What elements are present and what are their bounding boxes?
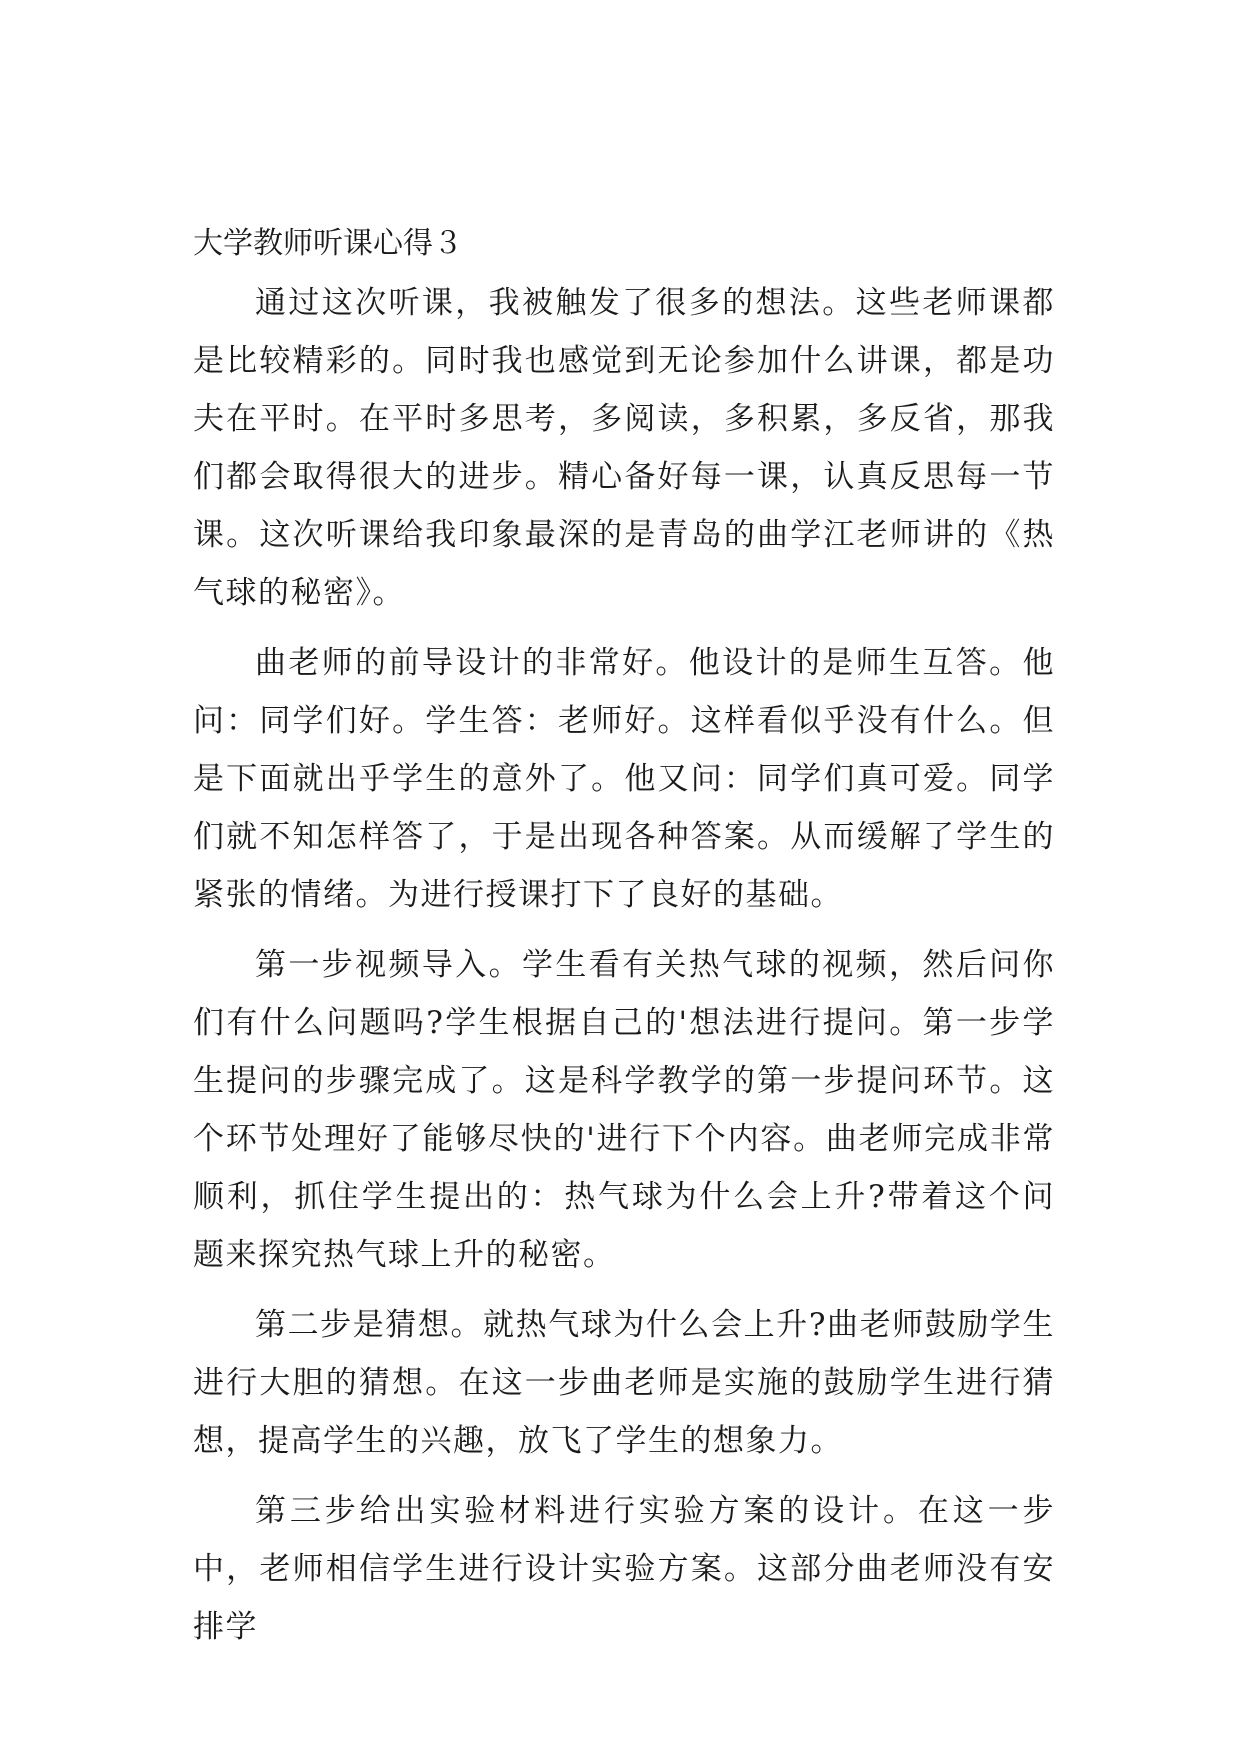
document-body — [193, 224, 1055, 1656]
paragraph-4: 第二步是猜想。就热气球为什么会上升?曲老师鼓励学生进行大胆的猜想。在这一步曲老师是实施的鼓励学生进行猜想，提高学生的兴趣，放飞了学生的想象力。 — [193, 1307, 1055, 1459]
paragraph-3: 第一步视频导入。学生看有关热气球的视频，然后问你们有什么问题吗?学生根据自己的'想法进行提问。第一步学生提问的步骤完成了。这是科学教学的第一步提问环节。这个环节处理好了能够尽快的'进行下个内容。曲老师完成非常顺利，抓住学生提出的：热气球为什么会上升?带着这个问题来探究热气球上升的秘密。 — [193, 947, 1055, 1273]
document-title: 大学教师听课心得３ — [193, 226, 463, 261]
paragraph-1: 通过这次听课，我被触发了很多的想法。这些老师课都是比较精彩的。同时我也感觉到无论参加什么讲课，都是功夫在平时。在平时多思考，多阅读，多积累，多反省，那我们都会取得很大的进步。精心备好每一课，认真反思每一节课。这次听课给我印象最深的是青岛的曲学江老师讲的《热气球的秘密》。 — [193, 285, 1055, 611]
paragraph-5: 第三步给出实验材料进行实验方案的设计。在这一步中，老师相信学生进行设计实验方案。这部分曲老师没有安排学 — [193, 1493, 1055, 1645]
paragraph-2: 曲老师的前导设计的非常好。他设计的是师生互答。他问：同学们好。学生答：老师好。这样看似乎没有什么。但是下面就出乎学生的意外了。他又问：同学们真可爱。同学们就不知怎样答了，于是出现各种答案。从而缓解了学生的紧张的情绪。为进行授课打下了良好的基础。 — [193, 645, 1055, 913]
